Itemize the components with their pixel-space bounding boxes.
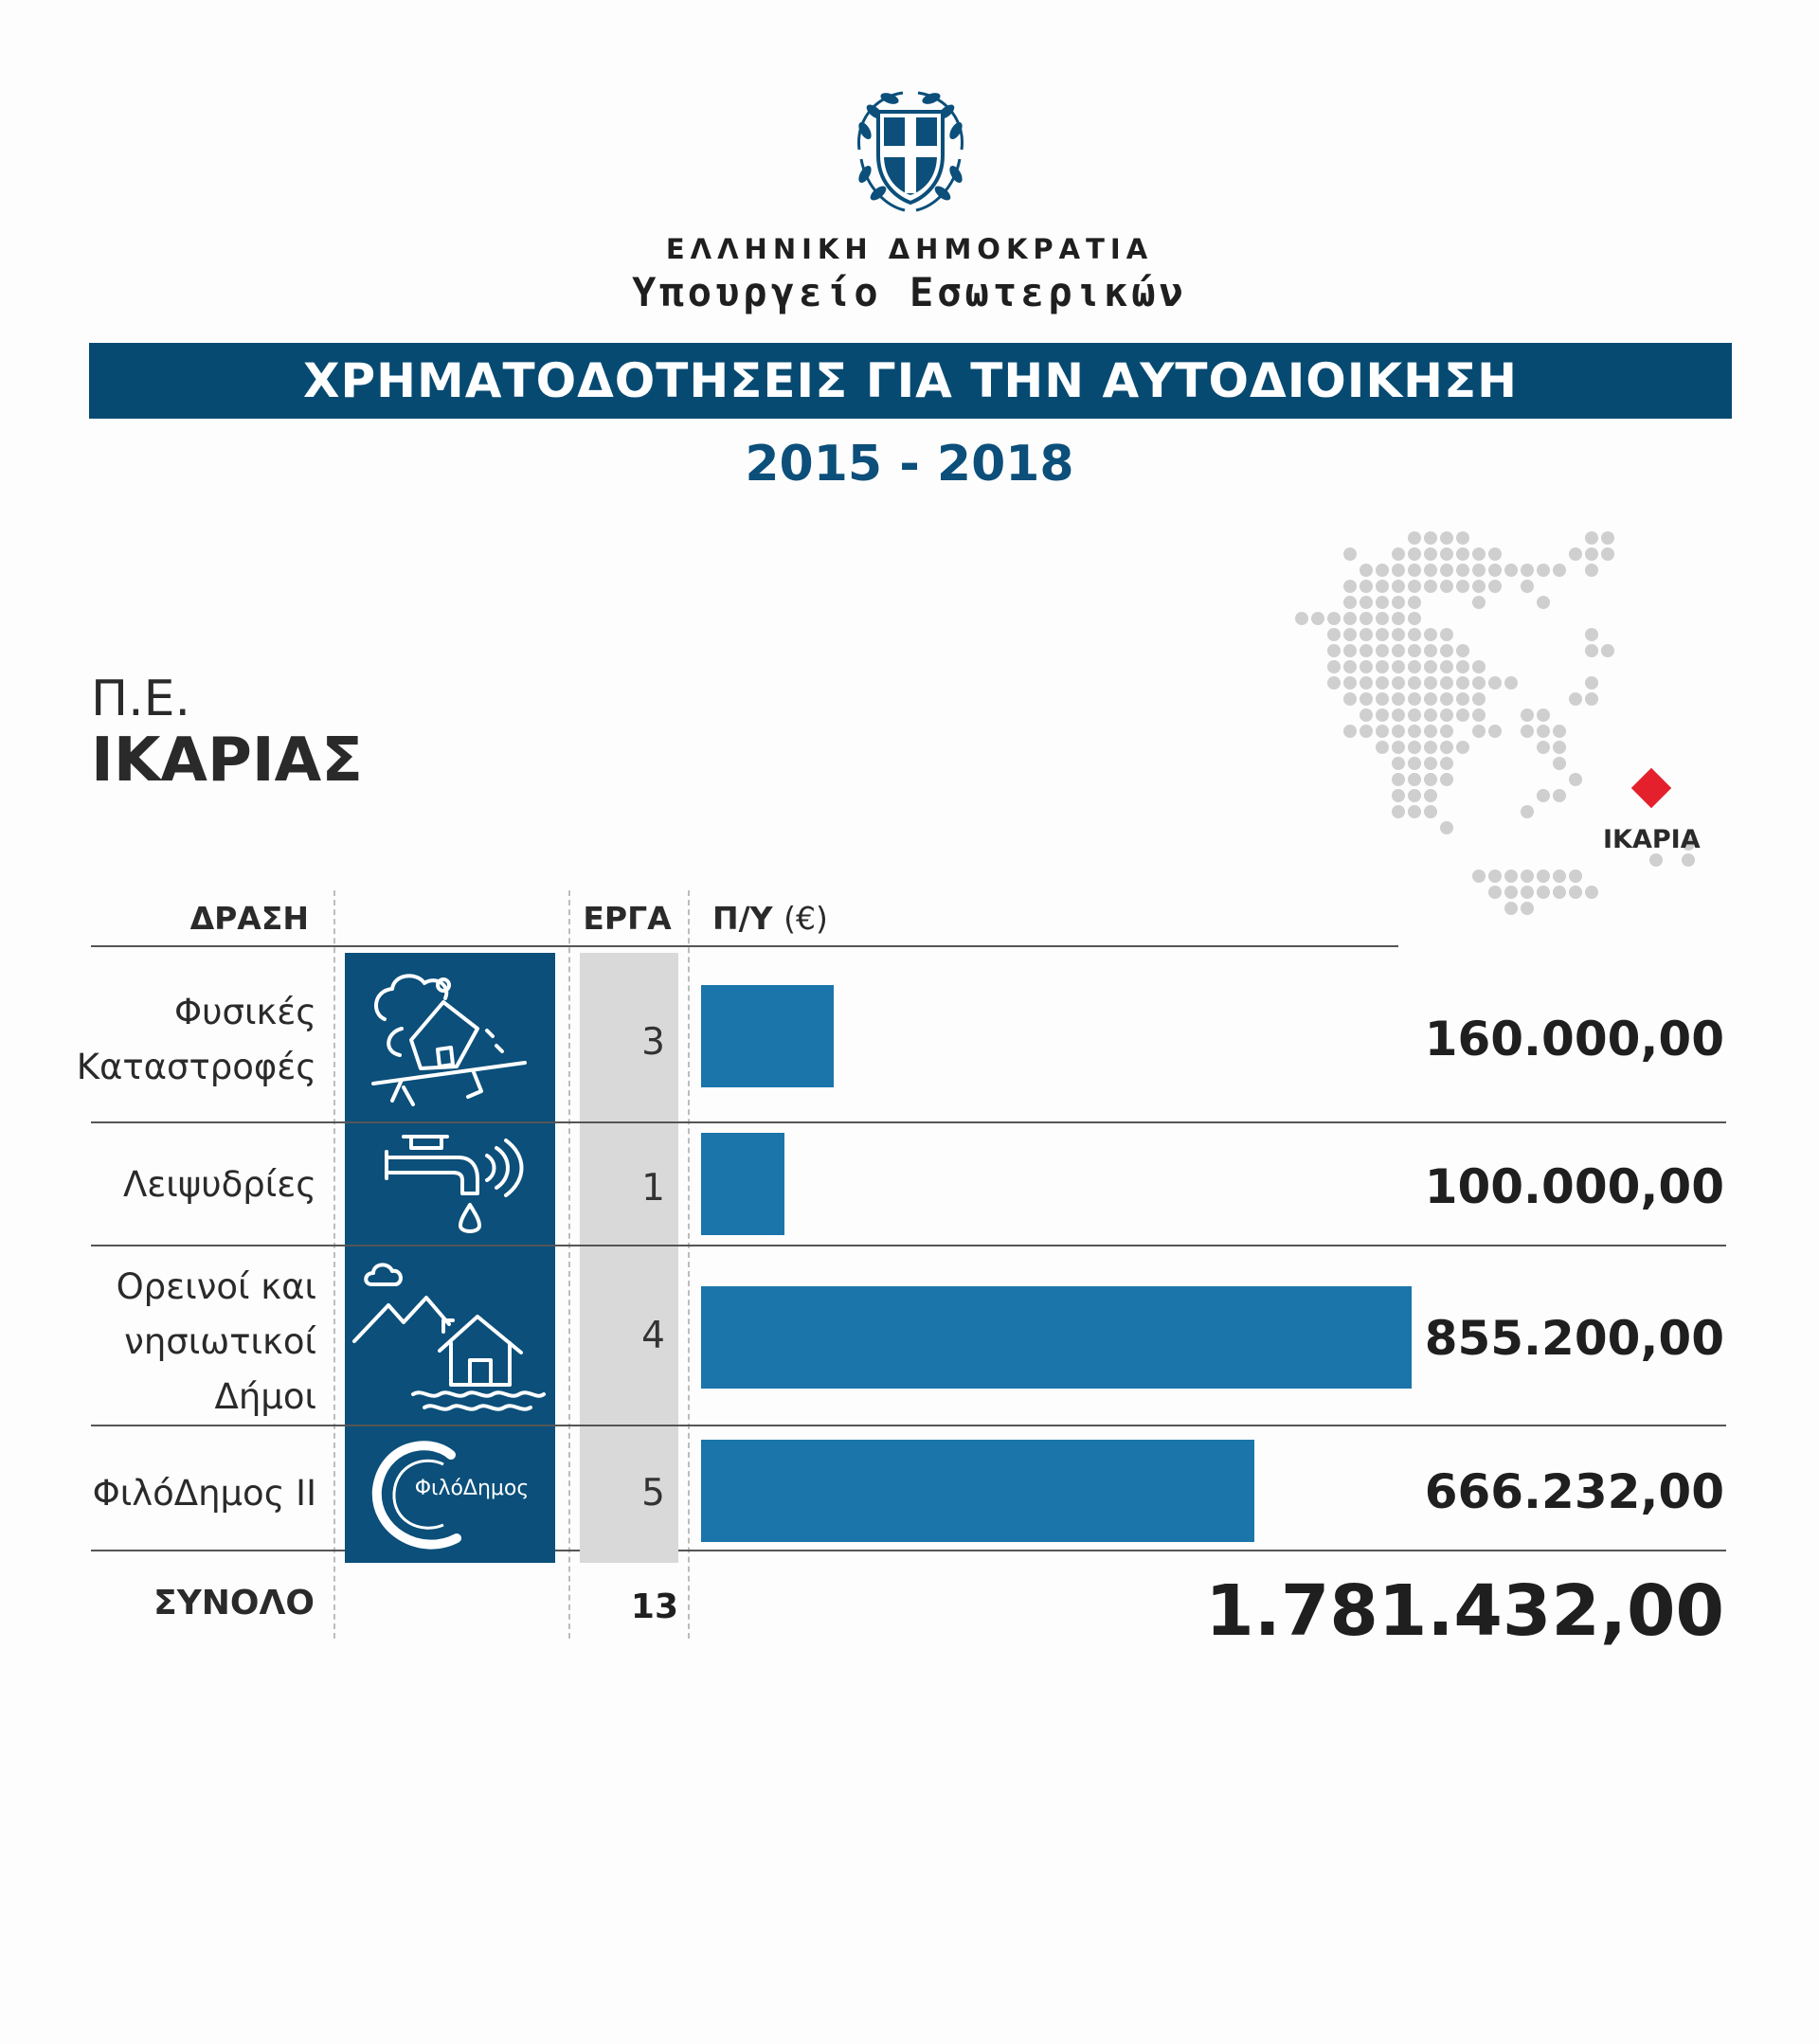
- column-divider: [688, 890, 690, 1639]
- row-label-line: ΦιλόΔημος ΙΙ: [92, 1473, 316, 1514]
- map-dot: [1392, 564, 1405, 577]
- country-name: ΕΛΛΗΝΙΚΗ ΔΗΜΟΚΡΑΤΙΑ: [665, 233, 1154, 265]
- map-dot: [1504, 886, 1518, 899]
- column-header-projects: ΕΡΓΑ: [583, 900, 672, 937]
- map-dot: [1472, 547, 1486, 561]
- map-dot: [1553, 757, 1566, 770]
- map-dot: [1424, 676, 1437, 690]
- map-dot: [1424, 741, 1437, 754]
- map-dot: [1440, 757, 1453, 770]
- map-dot: [1569, 870, 1582, 883]
- row-label-filodimos: [76, 1466, 316, 1521]
- map-dot: [1585, 547, 1598, 561]
- map-dot: [1488, 870, 1502, 883]
- map-dot: [1343, 725, 1357, 738]
- map-dot: [1408, 660, 1421, 673]
- map-dot: [1392, 596, 1405, 609]
- value-label: 100.000,00: [1424, 1159, 1724, 1214]
- bar-filodimos: [701, 1440, 1254, 1542]
- row-label-mountain-island-municipalities: [76, 1260, 316, 1425]
- map-dot: [1521, 886, 1534, 899]
- banner-title: ΧΡΗΜΑΤΟΔΟΤΗΣΕΙΣ ΓΙΑ ΤΗΝ ΑΥΤΟΔΙΟΙΚΗΣΗ: [302, 353, 1519, 408]
- map-dot: [1392, 644, 1405, 657]
- map-dot: [1440, 580, 1453, 593]
- ikaria-marker: [1631, 768, 1671, 808]
- map-dot: [1360, 564, 1373, 577]
- map-dot: [1553, 870, 1566, 883]
- map-dot: [1408, 564, 1421, 577]
- map-dot: [1456, 580, 1469, 593]
- map-dot: [1472, 692, 1486, 706]
- map-dot: [1360, 725, 1373, 738]
- value-label: 666.232,00: [1424, 1464, 1724, 1519]
- map-dot: [1553, 886, 1566, 899]
- map-dot: [1376, 708, 1389, 722]
- map-dot: [1392, 612, 1405, 625]
- map-dot: [1456, 692, 1469, 706]
- map-dot: [1585, 886, 1598, 899]
- years-range: 2015 - 2018: [745, 436, 1074, 493]
- projects-count: 1: [641, 1167, 665, 1210]
- mountain-island-house-icon: [345, 1246, 555, 1425]
- region-prefix: Π.Ε.: [91, 671, 191, 727]
- map-dot: [1424, 531, 1437, 545]
- map-dot: [1472, 708, 1486, 722]
- map-dot: [1360, 612, 1373, 625]
- map-dot: [1424, 757, 1437, 770]
- map-dot: [1360, 708, 1373, 722]
- map-dot: [1488, 676, 1502, 690]
- map-dot: [1424, 628, 1437, 641]
- map-dot: [1343, 692, 1357, 706]
- map-dot: [1585, 676, 1598, 690]
- map-dot: [1376, 644, 1389, 657]
- row-rule: [91, 1245, 1726, 1246]
- map-dot: [1343, 644, 1357, 657]
- map-dot: [1553, 789, 1566, 802]
- map-dot: [1408, 805, 1421, 818]
- map-dot: [1408, 580, 1421, 593]
- map-dot: [1649, 853, 1663, 867]
- region-name: ΙΚΑΡΙΑΣ: [91, 726, 363, 796]
- map-dot: [1392, 676, 1405, 690]
- map-dot: [1360, 660, 1373, 673]
- map-dot: [1376, 596, 1389, 609]
- map-dot: [1408, 708, 1421, 722]
- column-divider: [333, 890, 335, 1639]
- map-dot: [1392, 628, 1405, 641]
- natural-disaster-icon: [345, 953, 555, 1121]
- map-dot: [1569, 773, 1582, 786]
- map-dot: [1601, 531, 1614, 545]
- map-dot: [1376, 580, 1389, 593]
- map-dot: [1343, 596, 1357, 609]
- map-dot: [1488, 564, 1502, 577]
- map-dot: [1521, 708, 1534, 722]
- filodimos-logo-icon: [345, 1426, 555, 1563]
- map-dot: [1569, 692, 1582, 706]
- map-dot: [1295, 612, 1308, 625]
- map-dot: [1456, 644, 1469, 657]
- projects-count: 4: [641, 1315, 665, 1357]
- map-dot: [1327, 676, 1341, 690]
- map-dot: [1537, 870, 1550, 883]
- row-rule: [91, 1425, 1726, 1426]
- map-dot: [1601, 644, 1614, 657]
- map-dot: [1327, 660, 1341, 673]
- map-dot: [1601, 547, 1614, 561]
- map-dot: [1424, 789, 1437, 802]
- bar-mountain-island-municipalities: [701, 1286, 1412, 1389]
- map-dot: [1440, 725, 1453, 738]
- bar-natural-disasters: [701, 985, 834, 1087]
- map-dot: [1408, 741, 1421, 754]
- map-dot: [1537, 708, 1550, 722]
- map-dot: [1440, 531, 1453, 545]
- map-dot: [1360, 628, 1373, 641]
- map-dot: [1585, 692, 1598, 706]
- column-header-action: ΔΡΑΣΗ: [189, 900, 309, 937]
- map-dot: [1343, 628, 1357, 641]
- map-dot: [1440, 692, 1453, 706]
- coat-of-arms-emblem: [846, 83, 975, 216]
- map-dot: [1408, 531, 1421, 545]
- row-rule: [91, 1121, 1726, 1123]
- map-dot: [1376, 564, 1389, 577]
- map-dot: [1376, 692, 1389, 706]
- map-dot: [1521, 725, 1534, 738]
- filodimos-logo-text: ΦιλόΔημος: [414, 1477, 530, 1500]
- budget-header-unit: (€): [783, 900, 828, 937]
- map-label-ikaria: ΙΚΑΡΙΑ: [1603, 825, 1701, 854]
- map-dot: [1376, 725, 1389, 738]
- row-label-line: Δήμοι: [214, 1376, 316, 1417]
- map-dot: [1360, 580, 1373, 593]
- map-dot: [1424, 564, 1437, 577]
- map-dot: [1392, 789, 1405, 802]
- budget-header-label: Π/Υ: [712, 900, 773, 937]
- total-label: ΣΥΝΟΛΟ: [153, 1584, 315, 1623]
- row-label-line: Ορεινοί και: [116, 1266, 316, 1307]
- title-banner: [89, 343, 1732, 419]
- map-dot: [1424, 692, 1437, 706]
- map-dot: [1343, 660, 1357, 673]
- map-dot: [1424, 660, 1437, 673]
- map-dot: [1456, 547, 1469, 561]
- map-dot: [1376, 660, 1389, 673]
- column-divider: [568, 890, 570, 1639]
- map-dot: [1376, 612, 1389, 625]
- map-dot: [1392, 580, 1405, 593]
- map-dot: [1392, 757, 1405, 770]
- map-dot: [1424, 725, 1437, 738]
- map-dot: [1585, 564, 1598, 577]
- map-dot: [1472, 580, 1486, 593]
- map-dot: [1569, 547, 1582, 561]
- total-value: 1.781.432,00: [1205, 1570, 1724, 1652]
- map-dot: [1392, 741, 1405, 754]
- map-dot: [1360, 692, 1373, 706]
- map-dot: [1424, 773, 1437, 786]
- map-dot: [1343, 676, 1357, 690]
- map-dot: [1537, 741, 1550, 754]
- map-dot: [1521, 564, 1534, 577]
- map-dot: [1585, 644, 1598, 657]
- map-dot: [1553, 725, 1566, 738]
- map-dot: [1504, 564, 1518, 577]
- total-projects: 13: [630, 1587, 678, 1626]
- map-dot: [1440, 741, 1453, 754]
- column-header-budget: [712, 900, 828, 937]
- map-dot: [1408, 596, 1421, 609]
- map-dot: [1408, 547, 1421, 561]
- map-dot: [1360, 644, 1373, 657]
- map-dot: [1472, 870, 1486, 883]
- bar-droughts: [701, 1133, 784, 1235]
- map-dot: [1408, 676, 1421, 690]
- map-dot: [1440, 564, 1453, 577]
- map-dot: [1360, 676, 1373, 690]
- map-dot: [1504, 870, 1518, 883]
- map-dot: [1440, 644, 1453, 657]
- map-dot: [1392, 660, 1405, 673]
- row-label-line: Καταστροφές: [76, 1047, 316, 1087]
- map-dot: [1408, 644, 1421, 657]
- map-dot: [1424, 580, 1437, 593]
- row-label-line: Λειψυδρίες: [122, 1164, 316, 1205]
- ministry-name: Υπουργείο Εσωτερικών: [632, 269, 1187, 315]
- map-dot: [1472, 596, 1486, 609]
- map-dot: [1424, 644, 1437, 657]
- map-dot: [1488, 547, 1502, 561]
- map-dot: [1327, 644, 1341, 657]
- map-dot: [1392, 692, 1405, 706]
- map-dot: [1472, 725, 1486, 738]
- row-label-line: νησιωτικοί: [124, 1321, 316, 1362]
- map-dot: [1521, 870, 1534, 883]
- map-dot: [1682, 853, 1695, 867]
- value-label: 160.000,00: [1424, 1012, 1724, 1067]
- projects-count: 3: [641, 1021, 665, 1064]
- map-dot: [1537, 596, 1550, 609]
- map-dot: [1327, 612, 1341, 625]
- map-dot: [1408, 725, 1421, 738]
- map-dot: [1392, 547, 1405, 561]
- map-dot: [1408, 612, 1421, 625]
- map-dot: [1472, 564, 1486, 577]
- map-dot: [1537, 886, 1550, 899]
- header-rule: [91, 945, 1398, 947]
- projects-count-cell: [580, 1426, 678, 1563]
- map-dot: [1408, 757, 1421, 770]
- map-dot: [1456, 564, 1469, 577]
- map-dot: [1376, 628, 1389, 641]
- map-dot: [1537, 789, 1550, 802]
- map-dot: [1521, 805, 1534, 818]
- map-dot: [1488, 725, 1502, 738]
- map-dot: [1472, 660, 1486, 673]
- map-dot: [1456, 660, 1469, 673]
- map-dot: [1553, 564, 1566, 577]
- map-dots: [1295, 531, 1695, 915]
- map-dot: [1424, 547, 1437, 561]
- map-dot: [1440, 708, 1453, 722]
- map-dot: [1440, 773, 1453, 786]
- map-dot: [1456, 531, 1469, 545]
- map-dot: [1504, 676, 1518, 690]
- map-dot: [1488, 580, 1502, 593]
- map-dot: [1376, 676, 1389, 690]
- map-dot: [1472, 676, 1486, 690]
- map-dot: [1327, 628, 1341, 641]
- map-dot: [1376, 741, 1389, 754]
- row-label-droughts: [76, 1157, 316, 1212]
- map-dot: [1440, 660, 1453, 673]
- map-dot: [1424, 805, 1437, 818]
- map-dot: [1408, 773, 1421, 786]
- map-dot: [1537, 564, 1550, 577]
- map-dot: [1408, 692, 1421, 706]
- map-dot: [1521, 902, 1534, 915]
- map-dot: [1569, 886, 1582, 899]
- map-dot: [1408, 789, 1421, 802]
- map-dot: [1408, 628, 1421, 641]
- icon-column-footer: [345, 1550, 555, 1563]
- map-dot: [1553, 741, 1566, 754]
- value-label: 855.200,00: [1424, 1311, 1724, 1366]
- map-dot: [1585, 531, 1598, 545]
- map-dot: [1360, 596, 1373, 609]
- map-dot: [1392, 805, 1405, 818]
- map-dot: [1456, 676, 1469, 690]
- map-dot: [1392, 708, 1405, 722]
- map-dot: [1343, 547, 1357, 561]
- map-dot: [1440, 628, 1453, 641]
- row-label-line: Φυσικές: [173, 992, 316, 1032]
- greece-dot-map: [1288, 516, 1724, 990]
- map-dot: [1392, 773, 1405, 786]
- map-dot: [1311, 612, 1324, 625]
- map-dot: [1488, 886, 1502, 899]
- map-dot: [1343, 580, 1357, 593]
- projects-count-cell: [580, 1246, 678, 1425]
- projects-count-cell: [580, 1123, 678, 1245]
- map-dot: [1585, 628, 1598, 641]
- projects-count: 5: [641, 1472, 665, 1515]
- map-dot: [1521, 580, 1534, 593]
- map-dot: [1504, 902, 1518, 915]
- map-dot: [1343, 612, 1357, 625]
- map-dot: [1537, 725, 1550, 738]
- water-tap-icon: [345, 1123, 555, 1245]
- map-dot: [1392, 725, 1405, 738]
- map-dot: [1440, 547, 1453, 561]
- map-dot: [1424, 708, 1437, 722]
- map-dot: [1456, 708, 1469, 722]
- row-label-natural-disasters: [76, 985, 316, 1095]
- projects-count-cell: [580, 953, 678, 1121]
- row-rule: [91, 1550, 1726, 1551]
- map-dot: [1440, 676, 1453, 690]
- map-dot: [1456, 741, 1469, 754]
- map-dot: [1440, 821, 1453, 834]
